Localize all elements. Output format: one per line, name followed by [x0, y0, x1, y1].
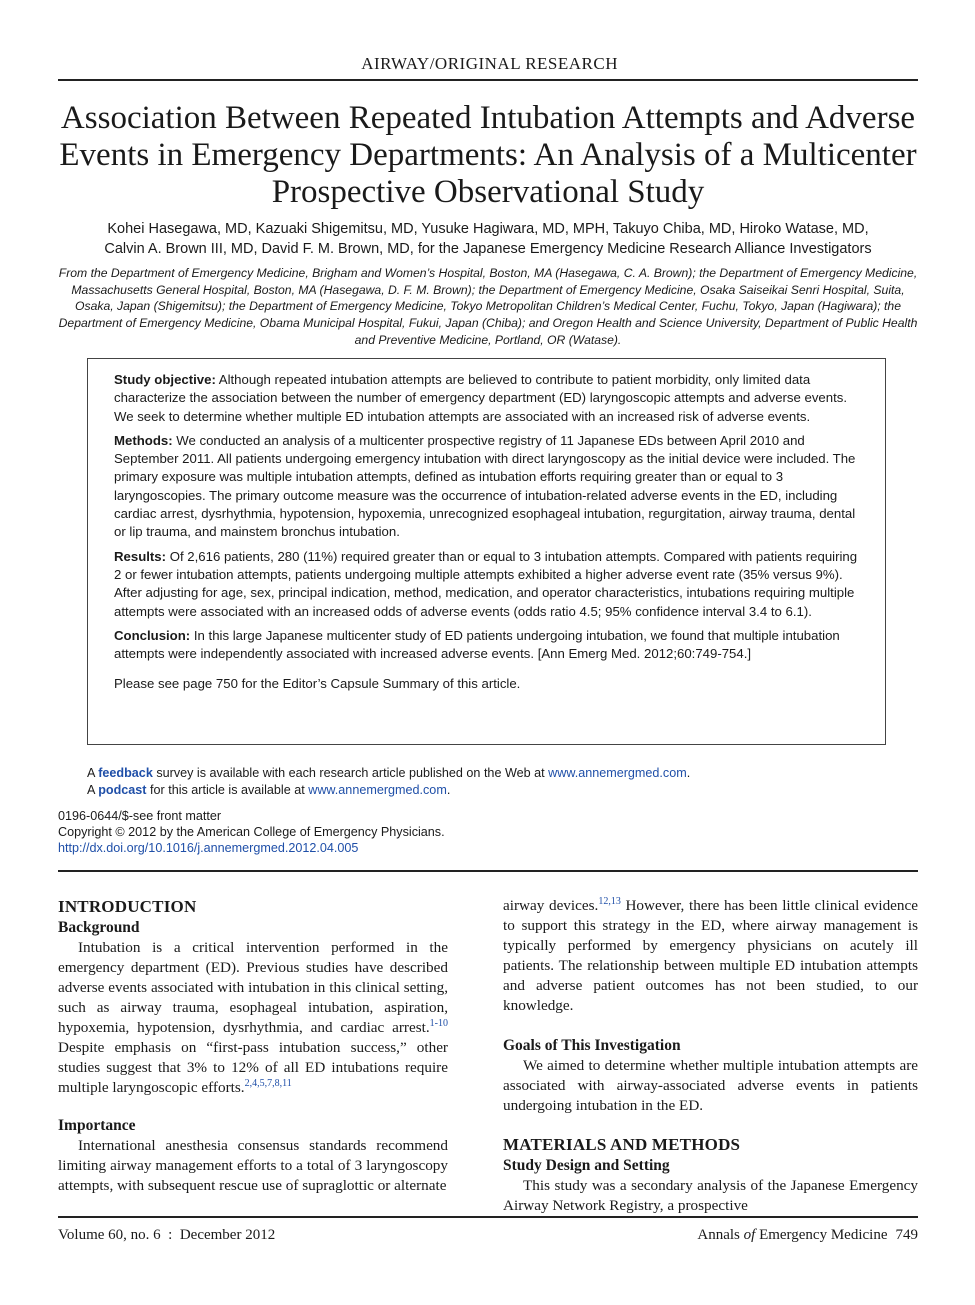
author-list	[58, 219, 918, 259]
authors-line-2: Calvin A. Brown III, MD, David F. M. Brown, MD, for the Japanese Emergency Medicine Research Alliance Investigators	[104, 241, 872, 257]
importance-continued: airway devices.$^{12,13}$ However, there has been little clinical evidence to support this strategy in the ED, where airway management is typically performed by emergency physicians on acutely ill patients. The relationship between multiple ED intubation attempts and adverse patient outcomes has not been studied, to our knowledge.	[503, 896, 918, 1014]
podcast-url-link[interactable]: www.annemergmed.com	[308, 782, 447, 797]
design-heading: Study Design and Setting	[503, 1157, 670, 1174]
publication-meta	[58, 808, 558, 856]
web-links	[87, 765, 887, 798]
design-paragraph: This study was a secondary analysis of the Japanese Emergency Airway Network Registry, a prospective	[503, 1177, 918, 1214]
importance-heading: Importance	[58, 1117, 136, 1134]
citation-ref[interactable]: 2,4,5,7,8,11	[244, 1078, 292, 1089]
capsule-note: Please see page 750 for the Editor’s Capsule Summary of this article.	[114, 676, 521, 692]
body-column-left	[58, 896, 448, 1196]
issn: 0196-0644/$-see front matter	[58, 809, 222, 823]
authors-line-1: Kohei Hasegawa, MD, Kazuaki Shigemitsu, MD, Yusuke Hagiwara, MD, MPH, Takuyo Chiba, MD, Hiroko Watase, MD,	[107, 221, 869, 237]
footer-volume: Volume 60, no. 6 : December 2012	[58, 1227, 276, 1243]
copyright: Copyright © 2012 by the American College of Emergency Physicians.	[58, 825, 445, 839]
abstract-box	[87, 358, 886, 745]
doi-link[interactable]: http://dx.doi.org/10.1016/j.annemergmed.2012.04.005	[58, 841, 359, 855]
feedback-url-link[interactable]: www.annemergmed.com	[548, 766, 687, 780]
methods-heading: MATERIALS AND METHODS	[503, 1135, 741, 1154]
affiliations: From the Department of Emergency Medicine, Brigham and Women’s Hospital, Boston, MA (Hasegawa, C. A. Brown); the Department of Emergency Medicine, Massachusetts General Hospital, Boston, MA (Hasegawa, D. F. M. Brown); the Department of Emergency Medicine, Osaka Saiseikai Senri Hospital, Suita, Osaka, Japan (Shigemitsu); the Department of Emergency Medicine, Tokyo Metropolitan Children’s Medical Center, Fuchu, Tokyo, Japan (Hagiwara); the Department of Emergency Medicine, Obama Municipal Hospital, Fukui, Japan (Chiba); and Oregon Health and Science University, Department of Public Health and Preventive Medicine, Portland, OR (Watase).	[58, 266, 918, 347]
abstract-methods: Methods: We conducted an analysis of a multicenter prospective registry of 11 Japanese EDs between April 2010 and September 2011. All patients undergoing emergency intubation with direct laryngoscopy as the initial device were included. The primary exposure was multiple intubation attempts, defined as intubation efforts requiring greater than or equal to 3 laryngoscopies. The primary outcome measure was the occurrence of intubation-related adverse events in the ED, including cardiac arrest, dysrhythmia, hypotension, hypoxemia, unrecognized esophageal intubation, regurgitation, airway trauma, dental or lip trauma, and mainstem bronchus intubation.	[114, 432, 856, 540]
page-number: 749	[895, 1227, 918, 1243]
background-paragraph: Intubation is a critical intervention performed in the emergency department (ED). Previous studies have described adverse events associated with intubation in this clinical setting, such as airway trauma, esophageal intubation, aspiration, hypoxemia, hypotension, dysrhythmia, and cardiac arrest.$^{1-10}$ Despite emphasis on “first-pass intubation success,” other studies suggest that 3% to 12% of all ED intubations require multiple laryngoscopic efforts.$^{2,4,5,7,8,11}$	[58, 939, 448, 1096]
importance-paragraph: International anesthesia consensus standards recommend limiting airway management efforts to a total of 3 laryngoscopy attempts, with subsequent rescue use of supraglottic or alternate	[58, 1137, 448, 1194]
footer-rule	[58, 1216, 918, 1218]
abstract-conclusion: Conclusion: In this large Japanese multicenter study of ED patients undergoing intubation, we found that multiple intubation attempts were independently associated with increased adverse events. [Ann Emerg Med. 2012;60:749-754.]	[114, 627, 840, 662]
feedback-link[interactable]: feedback	[98, 766, 153, 780]
goals-paragraph: We aimed to determine whether multiple intubation attempts are associated with airway-associated adverse events in patients undergoing intubation in the ED.	[503, 1057, 918, 1114]
article-title: Association Between Repeated Intubation Attempts and Adverse Events in Emergency Departments: An Analysis of a Multicenter Prospective Observational Study	[59, 100, 917, 210]
background-heading: Background	[58, 919, 140, 936]
citation-ref[interactable]: 1-10	[429, 1018, 448, 1029]
section-divider	[58, 870, 918, 872]
footer-journal: Annals of Emergency Medicine 749	[697, 1227, 918, 1243]
citation-ref[interactable]: 12,13	[598, 896, 621, 907]
section-label: AIRWAY/ORIGINAL RESEARCH	[361, 54, 618, 73]
introduction-heading: INTRODUCTION	[58, 897, 197, 916]
top-rule	[58, 79, 918, 81]
podcast-link[interactable]: podcast	[98, 782, 147, 797]
goals-heading: Goals of This Investigation	[503, 1037, 681, 1054]
abstract-objective: Study objective: Although repeated intubation attempts are believed to contribute to patient morbidity, only limited data characterize the association between the number of emergency department (ED) laryngoscopic attempts and adverse events. We seek to determine whether multiple ED intubation attempts are associated with an increased risk of adverse events.	[114, 372, 848, 424]
abstract-results: Results: Of 2,616 patients, 280 (11%) required greater than or equal to 3 intubation attempts. Compared with patients requiring 2 or fewer intubation attempts, patients undergoing multiple attempts exhibited a higher adverse event rate (35% versus 9%). After adjusting for age, sex, principal indication, method, medication, and operator characteristics, intubations requiring multiple attempts were associated with an increased odds of adverse events (odds ratio 4.5; 95% confidence interval 3.4 to 6.1).	[114, 548, 858, 619]
podcast-line: A podcast for this article is available at www.annemergmed.com.	[87, 782, 451, 797]
body-column-right	[503, 896, 918, 1216]
feedback-line: A feedback survey is available with each research article published on the Web at www.annemergmed.com.	[87, 766, 691, 780]
